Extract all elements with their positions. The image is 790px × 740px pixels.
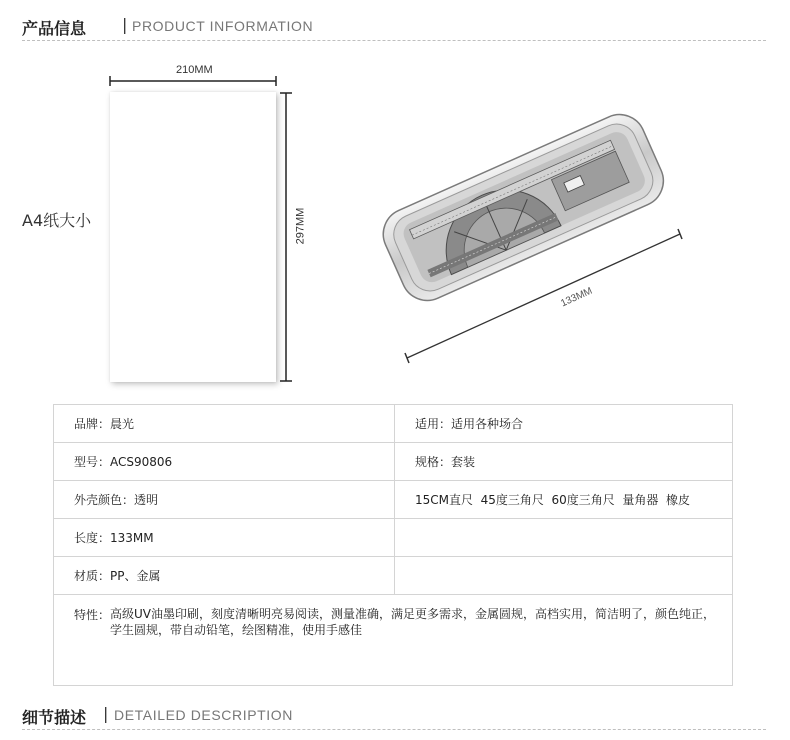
table-row: [54, 405, 733, 443]
spec-brand: 品牌：晨光: [54, 405, 395, 443]
spec-features: [54, 595, 733, 686]
paper-width-label: 210MM: [176, 64, 213, 76]
section-title-en: DETAILED DESCRIPTION: [114, 707, 293, 723]
spec-table: [53, 404, 733, 686]
spec-length: 长度：133MM: [54, 519, 395, 557]
table-row: [54, 443, 733, 481]
table-row: [54, 519, 733, 557]
section-header-detailed-description: [22, 703, 766, 730]
section-title-cn: 产品信息: [22, 19, 87, 38]
table-row: [54, 595, 733, 686]
spec-usage: 适用：适用各种场合: [395, 405, 733, 443]
stationery-case-image: [370, 90, 675, 325]
features-value: 高级UV油墨印刷，刻度清晰明亮易阅读，测量准确，满足更多需求，金属圆规，高档实用，简洁明了，颜色纯正，学生圆规，带自动铅笔，绘图精准，使用手感佳: [110, 607, 716, 637]
section-title-separator: |: [103, 704, 109, 723]
section-title-en: PRODUCT INFORMATION: [132, 18, 314, 34]
product-length-label: 133MM: [559, 285, 595, 310]
table-row: [54, 481, 733, 519]
spec-empty-cell: [395, 557, 733, 595]
spec-model: 型号：ACS90806: [54, 443, 395, 481]
spec-shell-color: 外壳颜色：透明: [54, 481, 395, 519]
spec-empty-cell: [395, 519, 733, 557]
paper-size-label: A4纸大小: [22, 211, 92, 230]
spec-material: 材质：PP、金属: [54, 557, 395, 595]
paper-height-label: 297MM: [294, 207, 307, 245]
section-title-separator: |: [122, 15, 128, 34]
table-row: [54, 557, 733, 595]
features-key: 特性：: [74, 608, 111, 622]
spec-contents: 15CM直尺 45度三角尺 60度三角尺 量角器 橡皮: [395, 481, 733, 519]
spec-format: 规格：套装: [395, 443, 733, 481]
section-title-cn: 细节描述: [22, 708, 87, 727]
